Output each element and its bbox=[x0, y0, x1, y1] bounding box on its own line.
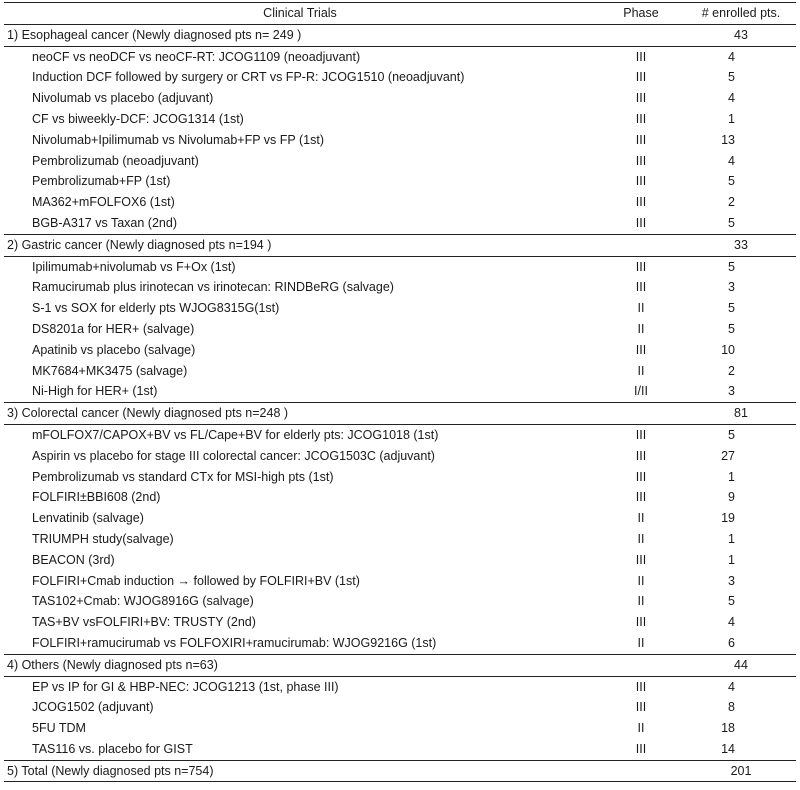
table-row bbox=[4, 171, 796, 192]
trial-name: BEACON (3rd) bbox=[32, 552, 115, 567]
trial-name: MA362+mFOLFOX6 (1st) bbox=[32, 195, 175, 210]
trial-enrolled: 4 bbox=[728, 49, 735, 64]
total-value: 201 bbox=[686, 760, 796, 782]
trial-name: S-1 vs SOX for elderly pts WJOG8315G(1st) bbox=[32, 301, 280, 316]
trial-name: Ramucirumab plus irinotecan vs irinotecan: RINDBeRG (salvage) bbox=[32, 280, 394, 295]
table-row bbox=[4, 467, 796, 488]
section-total: 81 bbox=[686, 403, 796, 425]
trial-enrolled: 2 bbox=[728, 195, 735, 210]
table-row bbox=[4, 612, 796, 633]
table-row bbox=[4, 277, 796, 298]
trial-name: DS8201a for HER+ (salvage) bbox=[32, 321, 195, 336]
table-row bbox=[4, 298, 796, 319]
trial-enrolled: 14 bbox=[686, 739, 796, 760]
trial-phase: III bbox=[635, 552, 647, 567]
trial-enrolled: 5 bbox=[728, 70, 735, 85]
trial-phase: III bbox=[635, 195, 647, 210]
trial-name: neoCF vs neoDCF vs neoCF-RT: JCOG1109 (neoadjuvant) bbox=[32, 49, 361, 64]
trial-name: CF vs biweekly-DCF: JCOG1314 (1st) bbox=[32, 111, 244, 126]
trial-phase: II bbox=[637, 573, 645, 588]
trial-name: TRIUMPH study(salvage) bbox=[32, 531, 174, 546]
trial-name: FOLFIRI+ramucirumab vs FOLFOXIRI+ramucirumab: WJOG9216G (1st) bbox=[4, 633, 596, 654]
trial-enrolled: 3 bbox=[728, 573, 735, 588]
section-phase bbox=[596, 654, 686, 676]
trial-enrolled: 2 bbox=[728, 363, 735, 378]
table-row bbox=[4, 676, 796, 697]
table-row bbox=[4, 192, 796, 213]
trial-phase: III bbox=[635, 174, 647, 189]
trial-enrolled: 5 bbox=[728, 259, 735, 274]
table-row bbox=[4, 718, 796, 739]
trial-phase: III bbox=[635, 427, 647, 442]
trial-enrolled: 4 bbox=[728, 615, 735, 630]
trial-phase: III bbox=[635, 280, 647, 295]
trial-phase: III bbox=[596, 739, 686, 760]
section-total: 44 bbox=[686, 654, 796, 676]
trial-name: FOLFIRI±BBI608 (2nd) bbox=[32, 490, 161, 505]
trial-phase: III bbox=[635, 679, 647, 694]
section-title: 2) Gastric cancer (Newly diagnosed pts n=194 ) bbox=[4, 234, 596, 256]
section-title: 4) Others (Newly diagnosed pts n=63) bbox=[4, 654, 596, 676]
section-total: 33 bbox=[686, 234, 796, 256]
table-row bbox=[4, 381, 796, 402]
trial-enrolled: 5 bbox=[728, 174, 735, 189]
table-row bbox=[4, 591, 796, 612]
trial-enrolled: 3 bbox=[728, 280, 735, 295]
section-row bbox=[4, 24, 796, 46]
trial-name: EP vs IP for GI & HBP-NEC: JCOG1213 (1st, phase III) bbox=[32, 679, 339, 694]
trial-name: Induction DCF followed by surgery or CRT vs FP-R: JCOG1510 (neoadjuvant) bbox=[32, 70, 465, 85]
section-row bbox=[4, 654, 796, 676]
clinical-trials-table bbox=[4, 2, 796, 782]
trial-phase: III bbox=[635, 342, 647, 357]
trial-enrolled: 1 bbox=[728, 552, 735, 567]
trial-name: Aspirin vs placebo for stage III colorectal cancer: JCOG1503C (adjuvant) bbox=[32, 448, 435, 463]
trial-enrolled: 18 bbox=[721, 721, 735, 736]
trial-name: Apatinib vs placebo (salvage) bbox=[32, 342, 196, 357]
trial-phase: III bbox=[635, 111, 647, 126]
section-phase bbox=[596, 403, 686, 425]
trial-phase: III bbox=[635, 615, 647, 630]
trial-name: Ni-High for HER+ (1st) bbox=[4, 381, 596, 402]
table-row bbox=[4, 529, 796, 550]
table-row bbox=[4, 446, 796, 467]
trial-phase: II bbox=[637, 363, 645, 378]
trial-phase: II bbox=[637, 721, 645, 736]
header-enrolled: # enrolled pts. bbox=[686, 3, 796, 25]
table-row bbox=[4, 487, 796, 508]
trial-enrolled: 4 bbox=[728, 679, 735, 694]
trial-enrolled: 1 bbox=[728, 531, 735, 546]
trial-phase: II bbox=[637, 531, 645, 546]
trial-phase: III bbox=[635, 700, 647, 715]
table-row bbox=[4, 633, 796, 654]
trial-name: MK7684+MK3475 (salvage) bbox=[32, 363, 188, 378]
table-row bbox=[4, 361, 796, 382]
trial-phase: II bbox=[637, 321, 645, 336]
table-row bbox=[4, 319, 796, 340]
table-row bbox=[4, 256, 796, 277]
table-body bbox=[4, 24, 796, 782]
section-title: 1) Esophageal cancer (Newly diagnosed pts n= 249 ) bbox=[4, 24, 596, 46]
section-row bbox=[4, 234, 796, 256]
trial-name: Pembrolizumab vs standard CTx for MSI-high pts (1st) bbox=[32, 469, 334, 484]
table-row bbox=[4, 67, 796, 88]
trial-name: TAS+BV vsFOLFIRI+BV: TRUSTY (2nd) bbox=[32, 615, 256, 630]
trial-name: BGB-A317 vs Taxan (2nd) bbox=[4, 213, 596, 234]
section-title: 3) Colorectal cancer (Newly diagnosed pts n=248 ) bbox=[4, 403, 596, 425]
trial-phase: II bbox=[637, 511, 645, 526]
trial-enrolled: 5 bbox=[686, 213, 796, 234]
section-phase bbox=[596, 24, 686, 46]
section-phase bbox=[596, 234, 686, 256]
header-clinical-trials: Clinical Trials bbox=[4, 3, 596, 25]
trial-phase: III bbox=[635, 490, 647, 505]
total-row bbox=[4, 760, 796, 782]
table-row bbox=[4, 340, 796, 361]
table-row bbox=[4, 109, 796, 130]
trial-enrolled: 13 bbox=[721, 132, 735, 147]
trial-enrolled: 10 bbox=[721, 342, 735, 357]
trial-enrolled: 1 bbox=[728, 469, 735, 484]
total-phase bbox=[596, 760, 686, 782]
trial-phase: III bbox=[635, 259, 647, 274]
trial-phase: III bbox=[635, 70, 647, 85]
trial-enrolled: 5 bbox=[728, 301, 735, 316]
trial-phase: III bbox=[635, 91, 647, 106]
trial-enrolled: 5 bbox=[728, 427, 735, 442]
trial-enrolled: 27 bbox=[721, 448, 735, 463]
trial-name: TAS116 vs. placebo for GIST bbox=[4, 739, 596, 760]
trial-enrolled: 1 bbox=[728, 111, 735, 126]
trial-enrolled: 9 bbox=[728, 490, 735, 505]
trial-name: TAS102+Cmab: WJOG8916G (salvage) bbox=[32, 594, 254, 609]
total-title: 5) Total (Newly diagnosed pts n=754) bbox=[4, 760, 596, 782]
trial-name: Ipilimumab+nivolumab vs F+Ox (1st) bbox=[32, 259, 236, 274]
trial-phase: III bbox=[596, 213, 686, 234]
trial-phase: III bbox=[635, 469, 647, 484]
trial-name: Pembrolizumab (neoadjuvant) bbox=[32, 153, 199, 168]
trial-enrolled: 19 bbox=[721, 511, 735, 526]
trial-name: mFOLFOX7/CAPOX+BV vs FL/Cape+BV for elderly pts: JCOG1018 (1st) bbox=[32, 427, 439, 442]
trial-name: 5FU TDM bbox=[32, 721, 86, 736]
trial-phase: II bbox=[596, 633, 686, 654]
table-row bbox=[4, 88, 796, 109]
trial-enrolled: 3 bbox=[686, 381, 796, 402]
trial-name: Lenvatinib (salvage) bbox=[32, 511, 144, 526]
table-row bbox=[4, 508, 796, 529]
table-row bbox=[4, 697, 796, 718]
table-row bbox=[4, 424, 796, 445]
trial-enrolled: 4 bbox=[728, 91, 735, 106]
section-total: 43 bbox=[686, 24, 796, 46]
table-row bbox=[4, 46, 796, 67]
trial-enrolled: 6 bbox=[686, 633, 796, 654]
trial-enrolled: 4 bbox=[728, 153, 735, 168]
trial-phase: III bbox=[635, 132, 647, 147]
trial-phase: II bbox=[637, 594, 645, 609]
trial-enrolled: 5 bbox=[728, 321, 735, 336]
table-row bbox=[4, 739, 796, 760]
table-row bbox=[4, 213, 796, 234]
trial-name: Pembrolizumab+FP (1st) bbox=[32, 174, 171, 189]
trial-name: JCOG1502 (adjuvant) bbox=[32, 700, 154, 715]
header-phase: Phase bbox=[596, 3, 686, 25]
trial-enrolled: 8 bbox=[728, 700, 735, 715]
trial-name: FOLFIRI+Cmab induction → followed by FOLFIRI+BV (1st) bbox=[32, 573, 360, 588]
trial-phase: III bbox=[635, 448, 647, 463]
section-row bbox=[4, 403, 796, 425]
trial-phase: II bbox=[637, 301, 645, 316]
trial-phase: III bbox=[635, 153, 647, 168]
table-header-row bbox=[4, 3, 796, 25]
trial-name: Nivolumab+Ipilimumab vs Nivolumab+FP vs FP (1st) bbox=[32, 132, 324, 147]
table-row bbox=[4, 130, 796, 151]
table-row bbox=[4, 550, 796, 571]
trial-enrolled: 5 bbox=[728, 594, 735, 609]
table-row bbox=[4, 151, 796, 172]
trial-phase: I/II bbox=[596, 381, 686, 402]
trial-name: Nivolumab vs placebo (adjuvant) bbox=[32, 91, 214, 106]
table-row bbox=[4, 571, 796, 592]
trial-phase: III bbox=[635, 49, 647, 64]
